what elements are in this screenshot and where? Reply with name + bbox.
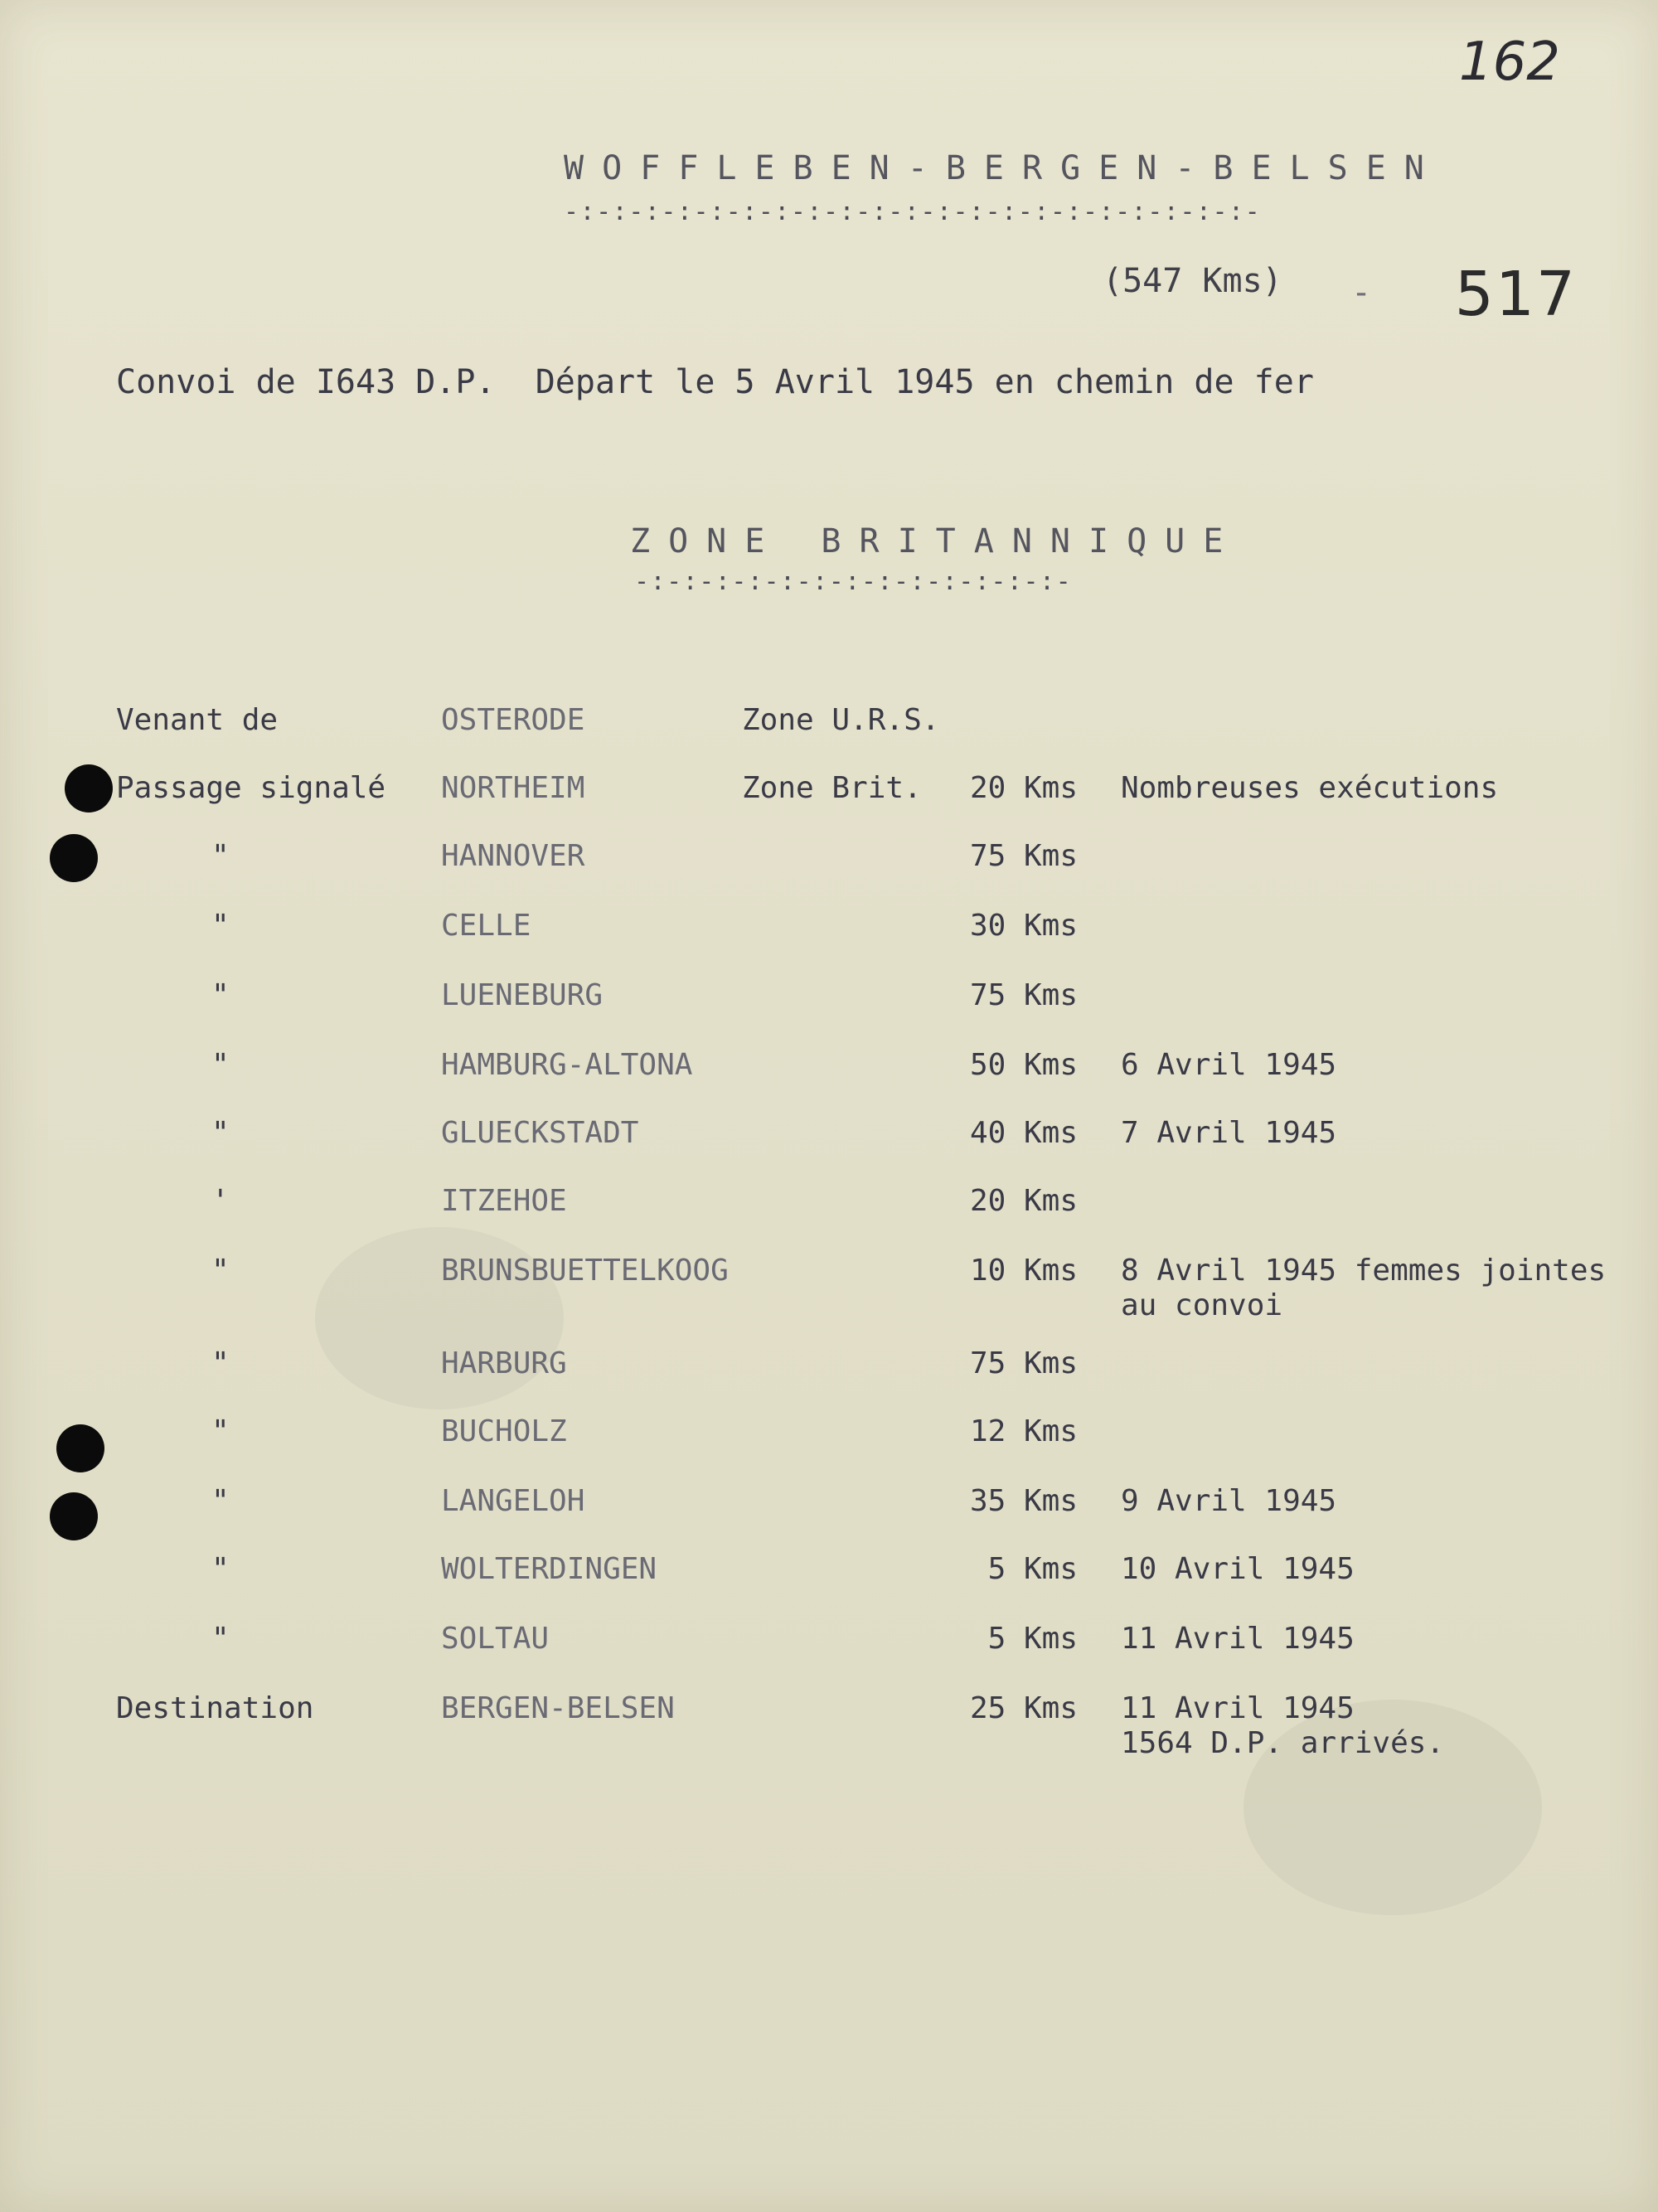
table-row <box>0 771 1658 837</box>
distance-km: 75 Kms <box>969 1346 1078 1380</box>
convoy-line: Convoi de I643 D.P. Départ le 5 Avril 1945 en chemin de fer <box>116 363 1314 401</box>
punch-hole <box>56 1424 104 1472</box>
table-row <box>0 909 1658 975</box>
place-name: HAMBURG-ALTONA <box>441 1048 693 1082</box>
table-row <box>0 839 1658 905</box>
place-name: SOLTAU <box>441 1622 550 1656</box>
distance-km: 12 Kms <box>969 1414 1078 1448</box>
distance-km: 30 Kms <box>969 909 1078 943</box>
row-label: " <box>211 1254 230 1288</box>
zone-label: Zone U.R.S. <box>742 703 940 737</box>
total-distance: (547 Kms) <box>1103 262 1282 300</box>
row-label: " <box>211 978 230 1012</box>
distance-km: 40 Kms <box>969 1116 1078 1150</box>
row-label: " <box>211 839 230 873</box>
punch-hole <box>50 834 98 882</box>
place-name: BRUNSBUETTELKOOG <box>441 1254 729 1288</box>
row-label: Venant de <box>116 703 279 737</box>
place-name: CELLE <box>441 909 531 943</box>
place-name: LANGELOH <box>441 1484 585 1518</box>
table-row <box>0 1484 1658 1550</box>
row-label: " <box>211 1346 230 1380</box>
title-underline: -:-:-:-:-:-:-:-:-:-:-:-:-:-:-:-:-:-:-:-:-:- <box>564 197 1262 226</box>
place-name: HARBURG <box>441 1346 567 1380</box>
table-row <box>0 978 1658 1045</box>
row-label: Destination <box>116 1691 314 1725</box>
row-note: 11 Avril 1945 1564 D.P. arrivés. <box>1121 1691 1445 1760</box>
distance-km: 10 Kms <box>969 1254 1078 1288</box>
distance-km: 20 Kms <box>969 1184 1078 1218</box>
row-note: Nombreuses exécutions <box>1121 771 1499 805</box>
table-row <box>0 1184 1658 1250</box>
row-label: Passage signalé <box>116 771 386 805</box>
distance-km: 20 Kms <box>969 771 1078 805</box>
table-row <box>0 1254 1658 1320</box>
row-note: 9 Avril 1945 <box>1121 1484 1337 1518</box>
place-name: OSTERODE <box>441 703 585 737</box>
distance-km: 5 Kms <box>987 1622 1078 1656</box>
row-label: " <box>211 1048 230 1082</box>
table-row <box>0 1691 1658 1758</box>
distance-km: 50 Kms <box>969 1048 1078 1082</box>
dash-mark: - <box>1351 274 1372 312</box>
place-name: WOLTERDINGEN <box>441 1552 657 1586</box>
row-label: " <box>211 1622 230 1656</box>
distance-km: 35 Kms <box>969 1484 1078 1518</box>
distance-km: 25 Kms <box>969 1691 1078 1725</box>
row-note: 8 Avril 1945 femmes jointes au convoi <box>1121 1254 1607 1322</box>
row-label: ' <box>211 1184 230 1218</box>
row-note: 10 Avril 1945 <box>1121 1552 1355 1586</box>
place-name: HANNOVER <box>441 839 585 873</box>
row-note: 7 Avril 1945 <box>1121 1116 1337 1150</box>
place-name: NORTHEIM <box>441 771 585 805</box>
distance-km: 5 Kms <box>987 1552 1078 1586</box>
place-name: BUCHOLZ <box>441 1414 567 1448</box>
zone-label: Zone Brit. <box>742 771 922 805</box>
folio-number: 162 <box>1458 32 1560 93</box>
row-label: " <box>211 909 230 943</box>
punch-hole <box>50 1492 98 1540</box>
distance-km: 75 Kms <box>969 978 1078 1012</box>
row-label: " <box>211 1414 230 1448</box>
table-row <box>0 1116 1658 1182</box>
distance-km: 75 Kms <box>969 839 1078 873</box>
table-row <box>0 1622 1658 1688</box>
row-label: " <box>211 1552 230 1586</box>
page-stamp-number: 517 <box>1454 259 1577 330</box>
place-name: GLUECKSTADT <box>441 1116 639 1150</box>
place-name: LUENEBURG <box>441 978 604 1012</box>
row-label: " <box>211 1116 230 1150</box>
table-row <box>0 1552 1658 1618</box>
place-name: BERGEN-BELSEN <box>441 1691 675 1725</box>
place-name: ITZEHOE <box>441 1184 567 1218</box>
row-note: 11 Avril 1945 <box>1121 1622 1355 1656</box>
punch-hole <box>65 764 113 813</box>
zone-underline: -:-:-:-:-:-:-:-:-:-:-:-:-:- <box>634 567 1073 596</box>
table-row <box>0 1048 1658 1114</box>
table-row <box>0 1414 1658 1481</box>
table-row <box>0 703 1658 769</box>
row-label: " <box>211 1484 230 1518</box>
table-row <box>0 1346 1658 1413</box>
zone-title: ZONE BRITANNIQUE <box>630 522 1242 560</box>
route-title: WOFFLEBEN-BERGEN-BELSEN <box>564 149 1442 187</box>
row-note: 6 Avril 1945 <box>1121 1048 1337 1082</box>
